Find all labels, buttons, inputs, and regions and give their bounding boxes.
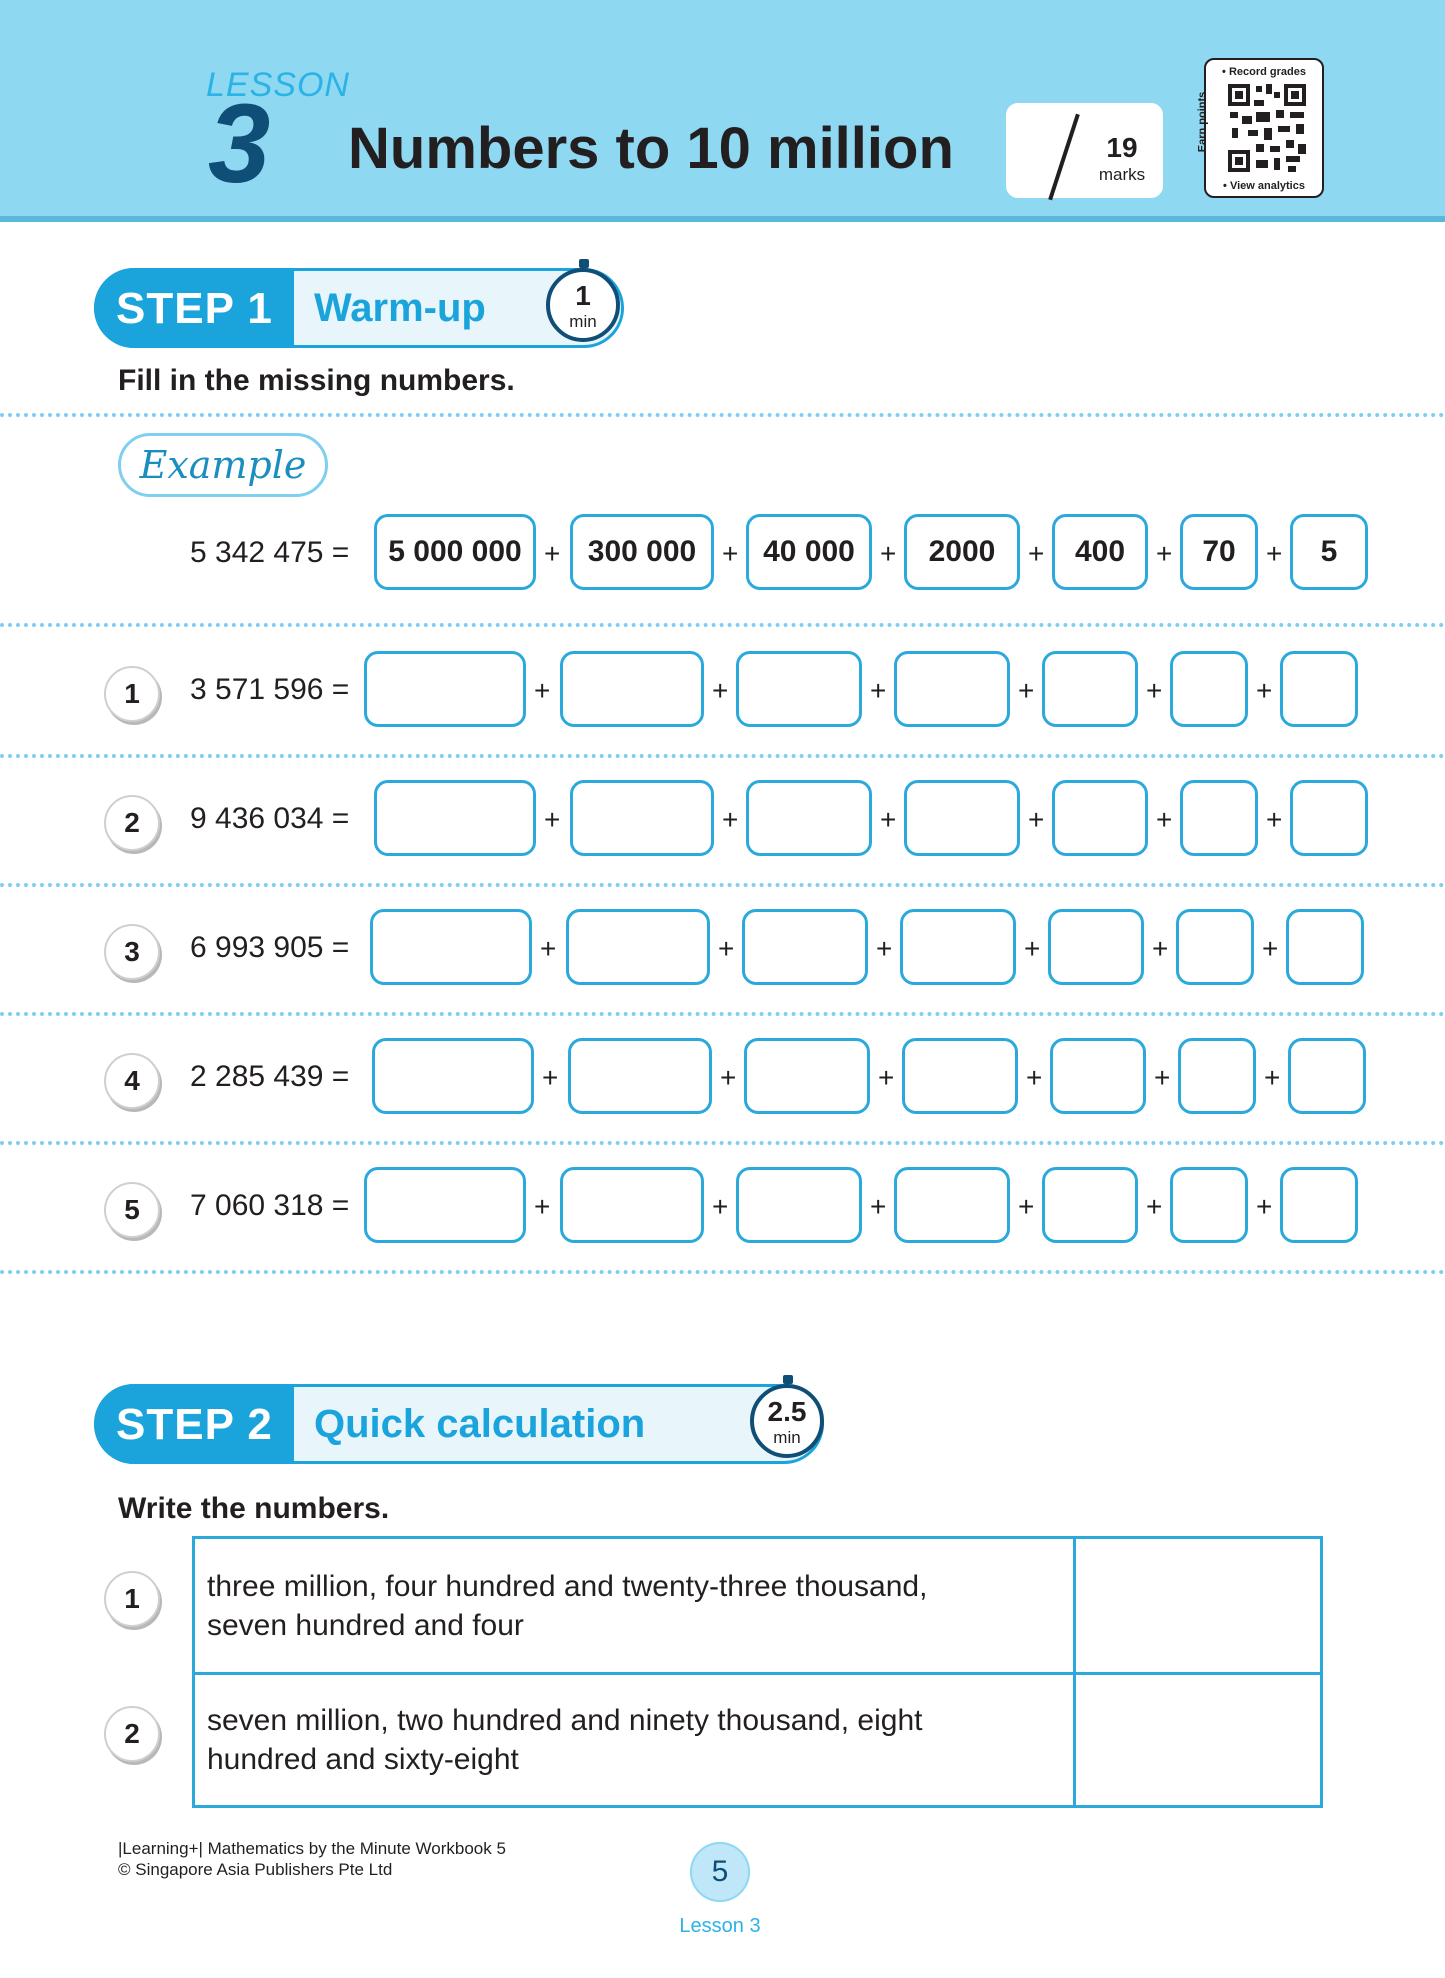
plus-sign: + — [870, 1191, 887, 1222]
step2-name: Quick calculation — [314, 1402, 646, 1446]
step2-label: STEP 2 — [116, 1400, 273, 1449]
answer-box-hundreds[interactable] — [1042, 651, 1138, 727]
dotted-divider — [0, 754, 1445, 758]
step1-label: STEP 1 — [116, 284, 273, 333]
plus-sign: + — [544, 804, 561, 835]
answer-box-tens[interactable] — [1176, 909, 1254, 985]
plus-sign: + — [880, 538, 897, 569]
example-part-thousands: 2000 — [904, 514, 1020, 590]
answer-box-ten-thousands[interactable] — [746, 780, 872, 856]
plus-sign: + — [1146, 1191, 1163, 1222]
example-part-tens: 70 — [1180, 514, 1258, 590]
example-part-millions: 5 000 000 — [374, 514, 536, 590]
answer-box-ones[interactable] — [1290, 780, 1368, 856]
page-title: Numbers to 10 million — [348, 116, 954, 181]
words-line-1: three million, four hundred and twenty-three thousand, — [207, 1570, 928, 1603]
plus-sign: + — [534, 1191, 551, 1222]
step1-timer-value: 1 — [575, 280, 591, 311]
plus-sign: + — [1028, 538, 1045, 569]
plus-sign: + — [720, 1062, 737, 1093]
dotted-divider — [0, 1012, 1445, 1016]
answer-box-ones[interactable] — [1280, 1167, 1358, 1243]
write-numbers-table — [192, 1536, 1323, 1808]
question-expression: 7 060 318 = — [190, 1189, 350, 1222]
step1-name: Warm-up — [314, 286, 486, 330]
step2-instruction: Write the numbers. — [118, 1492, 390, 1525]
answer-box-ten-thousands[interactable] — [736, 1167, 862, 1243]
plus-sign: + — [1154, 1062, 1171, 1093]
plus-sign: + — [1152, 933, 1169, 964]
answer-box-hundreds[interactable] — [1050, 1038, 1146, 1114]
question-expression: 2 285 439 = — [190, 1060, 350, 1093]
example-expression: 5 342 475 = — [190, 536, 350, 569]
question-number: 2 — [104, 1706, 160, 1762]
step1-instruction: Fill in the missing numbers. — [118, 364, 515, 397]
plus-sign: + — [534, 675, 551, 706]
step1-timer-unit: min — [569, 312, 597, 331]
plus-sign: + — [870, 675, 887, 706]
warmup-question-1 — [0, 651, 1445, 731]
plus-sign: + — [880, 804, 897, 835]
question-number: 2 — [104, 795, 160, 851]
question-expression: 9 436 034 = — [190, 802, 350, 835]
warmup-question-5 — [0, 1167, 1445, 1247]
table-row-2-answer[interactable] — [1079, 1679, 1317, 1803]
answer-box-hundred-thousands[interactable] — [566, 909, 710, 985]
marks-word: marks — [1098, 165, 1146, 184]
answer-box-thousands[interactable] — [900, 909, 1016, 985]
plus-sign: + — [712, 675, 729, 706]
plus-sign: + — [1026, 1062, 1043, 1093]
plus-sign: + — [1256, 1191, 1273, 1222]
answer-box-hundred-thousands[interactable] — [568, 1038, 712, 1114]
warmup-question-4 — [0, 1038, 1445, 1118]
dotted-divider — [0, 1141, 1445, 1145]
answer-box-thousands[interactable] — [894, 651, 1010, 727]
example-part-hundred-thousands: 300 000 — [570, 514, 714, 590]
plus-sign: + — [1266, 538, 1283, 569]
plus-sign: + — [1264, 1062, 1281, 1093]
step2-timer-icon — [750, 1384, 824, 1458]
plus-sign: + — [1266, 804, 1283, 835]
timer-knob — [579, 259, 589, 268]
plus-sign: + — [544, 538, 561, 569]
plus-sign: + — [1262, 933, 1279, 964]
question-expression: 3 571 596 = — [190, 673, 350, 706]
page-number: 5 — [690, 1842, 750, 1902]
answer-box-hundreds[interactable] — [1048, 909, 1144, 985]
lesson-word: LESSON — [206, 66, 350, 104]
answer-box-thousands[interactable] — [902, 1038, 1018, 1114]
answer-box-ten-thousands[interactable] — [742, 909, 868, 985]
table-row-1-words — [207, 1567, 1057, 1645]
plus-sign: + — [1028, 804, 1045, 835]
example-tag: Example — [118, 433, 328, 497]
footer-publisher — [118, 1838, 506, 1880]
page-lesson-label: Lesson 3 — [679, 1915, 761, 1937]
step2-timer-value: 2.5 — [767, 1396, 807, 1427]
answer-box-millions[interactable] — [364, 1167, 526, 1243]
answer-box-ones[interactable] — [1286, 909, 1364, 985]
plus-sign: + — [878, 1062, 895, 1093]
answer-box-thousands[interactable] — [904, 780, 1020, 856]
qr-side-text: Earn points — [1196, 91, 1209, 153]
footer-line-1: |Learning+| Mathematics by the Minute Workbook 5 — [118, 1839, 506, 1858]
table-row-2-words — [207, 1701, 1057, 1779]
dotted-divider — [0, 413, 1445, 417]
footer-line-2: © Singapore Asia Publishers Pte Ltd — [118, 1860, 393, 1879]
answer-box-millions[interactable] — [370, 909, 532, 985]
answer-box-millions[interactable] — [364, 651, 526, 727]
answer-box-hundred-thousands[interactable] — [560, 651, 704, 727]
question-expression: 6 993 905 = — [190, 931, 350, 964]
plus-sign: + — [876, 933, 893, 964]
qr-top-text: • Record grades — [1222, 66, 1306, 78]
question-number: 5 — [104, 1182, 160, 1238]
lesson-number: 3 — [208, 81, 271, 206]
plus-sign: + — [1018, 1191, 1035, 1222]
plus-sign: + — [540, 933, 557, 964]
step1-timer-icon — [546, 268, 620, 342]
answer-box-millions[interactable] — [372, 1038, 534, 1114]
step2-timer-unit: min — [773, 1428, 801, 1447]
answer-box-ones[interactable] — [1280, 651, 1358, 727]
example-row — [0, 514, 1445, 594]
answer-box-hundreds[interactable] — [1042, 1167, 1138, 1243]
answer-box-thousands[interactable] — [894, 1167, 1010, 1243]
answer-box-hundred-thousands[interactable] — [570, 780, 714, 856]
example-part-hundreds: 400 — [1052, 514, 1148, 590]
question-number: 4 — [104, 1053, 160, 1109]
dotted-divider — [0, 623, 1445, 627]
plus-sign: + — [722, 804, 739, 835]
answer-box-millions[interactable] — [374, 780, 536, 856]
example-part-ten-thousands: 40 000 — [746, 514, 872, 590]
plus-sign: + — [542, 1062, 559, 1093]
answer-box-tens[interactable] — [1170, 1167, 1248, 1243]
question-number: 1 — [104, 1571, 160, 1627]
answer-box-tens[interactable] — [1170, 651, 1248, 727]
plus-sign: + — [1256, 675, 1273, 706]
example-part-ones: 5 — [1290, 514, 1368, 590]
question-number: 1 — [104, 666, 160, 722]
table-row-1-answer[interactable] — [1079, 1543, 1317, 1667]
step1-banner — [94, 268, 624, 348]
answer-box-tens[interactable] — [1178, 1038, 1256, 1114]
answer-box-ten-thousands[interactable] — [744, 1038, 870, 1114]
qr-code-panel — [1196, 58, 1324, 198]
plus-sign: + — [712, 1191, 729, 1222]
warmup-question-3 — [0, 909, 1445, 989]
answer-box-hundreds[interactable] — [1052, 780, 1148, 856]
words-line-2: hundred and sixty-eight — [207, 1743, 519, 1776]
plus-sign: + — [722, 538, 739, 569]
answer-box-hundred-thousands[interactable] — [560, 1167, 704, 1243]
plus-sign: + — [1156, 804, 1173, 835]
answer-box-ten-thousands[interactable] — [736, 651, 862, 727]
dotted-divider — [0, 1270, 1445, 1274]
answer-box-ones[interactable] — [1288, 1038, 1366, 1114]
plus-sign: + — [718, 933, 735, 964]
marks-total: 19 — [1106, 132, 1138, 163]
plus-sign: + — [1018, 675, 1035, 706]
qr-bottom-text: • View analytics — [1223, 180, 1305, 192]
words-line-1: seven million, two hundred and ninety thousand, eight — [207, 1704, 923, 1737]
plus-sign: + — [1146, 675, 1163, 706]
answer-box-tens[interactable] — [1180, 780, 1258, 856]
plus-sign: + — [1024, 933, 1041, 964]
question-number: 3 — [104, 924, 160, 980]
step2-banner — [94, 1384, 824, 1464]
warmup-question-2 — [0, 780, 1445, 860]
words-line-2: seven hundred and four — [207, 1609, 524, 1642]
table-divider — [195, 1672, 1320, 1675]
timer-knob — [783, 1375, 793, 1384]
dotted-divider — [0, 883, 1445, 887]
plus-sign: + — [1156, 538, 1173, 569]
qr-code-icon — [1226, 82, 1308, 174]
lesson-header — [0, 0, 1445, 222]
